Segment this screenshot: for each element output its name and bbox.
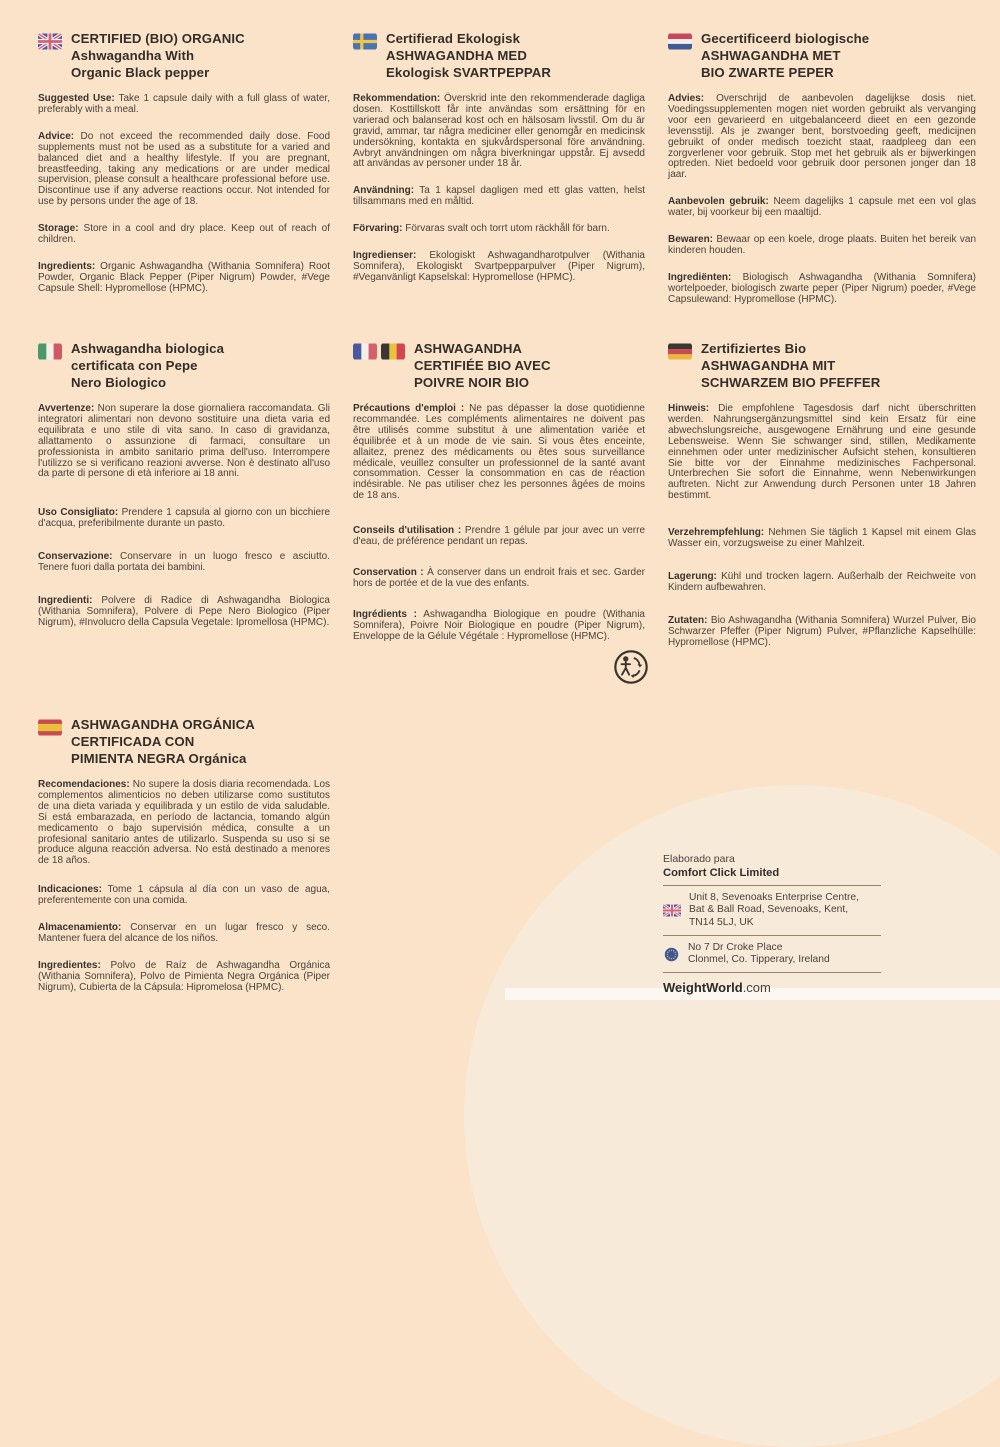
paragraph-label: Ingrédients : — [353, 608, 418, 620]
precautions-paragraph — [353, 404, 645, 502]
title-line: Gecertificeerd biologische — [701, 31, 870, 46]
sweden-flag-icon — [353, 33, 377, 50]
section-title — [701, 30, 869, 81]
usage-advice-paragraph — [353, 526, 645, 548]
section-english — [38, 30, 330, 311]
indications-paragraph — [38, 885, 330, 907]
title-line: ASHWAGANDHA — [414, 341, 523, 356]
paragraph-label: Bewaren: — [668, 234, 714, 246]
paragraph-label: Verzehrempfehlung: — [668, 527, 765, 539]
paragraph-label: Ingredienti: — [38, 594, 93, 606]
title-line: POIVRE NOIR BIO — [414, 375, 530, 390]
title-line: PIMIENTA NEGRA Orgánica — [71, 751, 247, 766]
paragraph-label: Conseils d'utilisation : — [353, 525, 462, 537]
storage-paragraph — [38, 552, 330, 574]
title-line: ASHWAGANDHA MIT — [701, 358, 836, 373]
suggested-use-paragraph — [38, 508, 330, 530]
company-info — [663, 853, 881, 995]
storage-paragraph — [353, 224, 645, 235]
paragraph-text: Non superare la dose giornaliera raccomandata. Gli integratori alimentari non devono sostituire una dieta varia ed equilibrata e uno stile di vita sano. In caso di gravidanza, allattamento o assunzione di farmaci, consultare un professionista in ambito sanitario prima dell'uso. Interrompere l'utilizzo se si verificano reazioni avverse. Non è destinato all'uso da parte di persone di età inferiore ai 18 anni. — [38, 403, 331, 480]
ingredients-paragraph — [38, 262, 330, 295]
brand-wordmark — [663, 973, 881, 995]
advice-paragraph — [38, 132, 330, 208]
paragraph-label: Advice: — [38, 130, 75, 142]
made-for-label: Elaborado para — [663, 853, 735, 865]
recommendations-paragraph — [38, 780, 330, 867]
ingredients-paragraph — [668, 616, 976, 649]
storage-paragraph — [38, 224, 330, 246]
paragraph-text: Överskrid inte den rekommenderade dagliga dosen. Kosttillskott får inte användas som ersättning för en varierad och balanserad kost och en hälsosam livsstil. Om du är gravid, ammar, tar några mediciner eller genomgår en medicinsk undersökning, kontakta en sjukvårdspersonal före användning. Avbryt användningen om några biverkningar uppstår. Ej avsedd att användas av personer under 18 år. — [353, 93, 645, 170]
section-title — [71, 30, 245, 81]
section-header — [668, 340, 976, 391]
paragraph-text: Tome 1 cápsula al día con un vaso de agua, preferentemente con una comida. — [38, 884, 330, 907]
paragraph-label: Avvertenze: — [38, 403, 95, 414]
consumption-paragraph — [668, 528, 976, 550]
section-title — [71, 340, 224, 391]
paragraph-label: Ingrediënten: — [668, 271, 732, 283]
paragraph-label: Indicaciones: — [38, 884, 102, 896]
title-line: Certifierad Ekologisk — [386, 31, 521, 46]
title-line: CERTIFICADA CON — [71, 734, 195, 749]
storage-paragraph — [668, 572, 976, 594]
title-line: Nero Biologico — [71, 375, 167, 390]
paragraph-text: Ta 1 kapsel dagligen med ett glas vatten, helst tillsammans med en måltid. — [353, 185, 645, 208]
uk-flag-icon — [38, 33, 62, 50]
title-line: Ashwagandha biologica — [71, 341, 225, 356]
paragraph-text: Take 1 capsule daily with a full glass of water, preferably with a meal. — [38, 93, 330, 115]
paragraph-text: Ne pas dépasser la dose quotidienne recommandée. Les compléments alimentaires ne doivent pas être utilisés comme substitut à une alimentation variée et équilibrée et à un mode de vie sain. Si vous êtes enceinte, allaitez, prenez des médicaments ou êtes sous surveillance médicale, veuillez consulter un professionnel de la santé avant consommation. Cesser la consommation en cas de réaction indésirable. Ne pas utiliser chez les personnes âgées de moins de 18 ans. — [353, 403, 645, 502]
paragraph-text: Polvere di Radice di Ashwagandha Biologica (Withania Somnifera), Polvere di Pepe Nero Biologico (Piper Nigrum), #Involucro della Capsula Vegetale: Ipromellosa (HPMC). — [38, 594, 330, 628]
paragraph-label: Ingredients: — [38, 260, 96, 272]
section-german — [668, 340, 976, 665]
paragraph-label: Zutaten: — [668, 614, 708, 626]
paragraph-label: Användning: — [353, 185, 415, 197]
ingredients-paragraph — [38, 596, 330, 629]
paragraph-label: Lagerung: — [668, 570, 717, 582]
netherlands-flag-icon — [668, 33, 692, 50]
suggested-use-paragraph — [38, 94, 330, 116]
notice-paragraph — [668, 404, 976, 502]
paragraph-text: Do not exceed the recommended daily dose. Food supplements must not be used as a substitute for a varied and balanced diet and a healthy lifestyle. If you are pregnant, breastfeeding, taking any medications or are under medical supervision, please consult a healthcare professional before use. Discontinue use if any adverse reactions occur. Not intended for use by persons under the age of 18. — [38, 130, 330, 208]
paragraph-text: Nehmen Sie täglich 1 Kapsel mit einem Glas Wasser ein, vorzugsweise zu einer Mahlzeit. — [668, 527, 977, 550]
section-italian — [38, 340, 330, 645]
paragraph-label: Storage: — [38, 223, 79, 235]
paragraph-text: Förvaras svalt och torrt utom räckhåll för barn. — [405, 223, 610, 235]
paragraph-text: Store in a cool and dry place. Keep out of reach of children. — [38, 223, 330, 246]
paragraph-label: Suggested Use: — [38, 93, 115, 104]
paragraph-label: Conservazione: — [38, 551, 113, 563]
uk-flag-icon — [663, 904, 681, 917]
paragraph-text: Overschrijd de aanbevolen dagelijkse dosis niet. Voedingssupplementen mogen niet worden gebruikt als vervanging voor een gevarieerd en uitgebalanceerd dieet en een gezonde levensstijl. Als je zwanger bent, borstvoeding geeft, medicijnen gebruikt of onder medisch toezicht staat, raadpleeg dan een zorgverlener voor gebruik. Stop met het gebruik als er bijwerkingen optreden. Niet bedoeld voor gebruik door personen jonger dan 18 jaar. — [668, 93, 977, 181]
paragraph-label: Ingredienser: — [353, 250, 417, 262]
recommendation-paragraph — [353, 94, 645, 170]
france-flag-icon — [353, 343, 377, 360]
usage-paragraph — [353, 186, 645, 208]
paragraph-label: Aanbevolen gebruik: — [668, 196, 769, 208]
section-header — [668, 30, 976, 81]
ingredients-paragraph — [353, 610, 645, 643]
storage-paragraph — [38, 923, 330, 945]
paragraph-label: Advies: — [668, 93, 705, 104]
paragraph-text: Ekologiskt Ashwagandharotpulver (Withania Somnifera), Ekologiskt Svartpepparpulver (Piper Nigrum), #Veganvänligt Kapselskal: Hypromellose (HPMC). — [353, 250, 645, 283]
uk-address — [663, 886, 881, 936]
paragraph-text: Prendre 1 gélule par jour avec un verre d'eau, de préférence pendant un repas. — [353, 525, 646, 548]
storage-paragraph — [353, 568, 645, 590]
storage-paragraph — [668, 235, 976, 257]
paragraph-text: À conserver dans un endroit frais et sec. Garder hors de portée et de la vue des enfants. — [353, 566, 646, 589]
paragraph-text: Conservare in un luogo fresco e asciutto. Tenere fuori dalla portata dei bambini. — [38, 551, 330, 574]
warnings-paragraph — [38, 404, 330, 480]
section-french — [353, 340, 645, 659]
title-line: certificata con Pepe — [71, 358, 198, 373]
brand-tld: .com — [742, 980, 771, 996]
title-line: Zertifiziertes Bio — [701, 341, 807, 356]
section-title — [71, 716, 255, 767]
advice-paragraph — [668, 94, 976, 181]
section-swedish — [353, 30, 645, 300]
ingredients-paragraph — [668, 273, 976, 306]
section-header — [38, 340, 330, 391]
address-line: TN14 5LJ, UK — [689, 916, 754, 928]
paragraph-text: No supere la dosis diaria recomendada. Los complementos alimenticios no deben utilizarse como sustitutos de una dieta variada y equilibrada y un estilo de vida saludable. Si está embarazada, en período de lactancia, tomando algún medicamento o bajo supervisión médica, consulte a un profesional sanitario antes de utilizarlo. Suspenda su uso si se produce alguna reacción adversa. No está destinado a menores de 18 años. — [38, 779, 330, 867]
paragraph-text: Bewaar op een koele, droge plaats. Buiten het bereik van kinderen houden. — [668, 234, 977, 256]
paragraph-label: Précautions d'emploi : — [353, 403, 465, 414]
paragraph-label: Almacenamiento: — [38, 922, 122, 934]
title-line: ASHWAGANDHA MET — [701, 48, 841, 63]
paragraph-label: Conservation : — [353, 566, 424, 578]
address-line: Unit 8, Sevenoaks Enterprise Centre, — [689, 892, 859, 903]
section-title — [701, 340, 880, 391]
recommended-use-paragraph — [668, 197, 976, 219]
paragraph-label: Förvaring: — [353, 223, 403, 235]
section-header — [38, 30, 330, 81]
title-line: SCHWARZEM BIO PFEFFER — [701, 375, 881, 390]
title-line: CERTIFIÉE BIO AVEC — [414, 358, 551, 373]
company-name: Comfort Click Limited — [663, 866, 881, 886]
section-title — [414, 340, 551, 391]
paragraph-label: Ingredientes: — [38, 959, 101, 971]
section-header — [38, 716, 330, 767]
ingredients-paragraph — [38, 961, 330, 994]
italy-flag-icon — [38, 343, 62, 360]
paragraph-label: Uso Consigliato: — [38, 507, 119, 519]
paragraph-text: Organic Ashwagandha (Withania Somnifera) Root Powder, Organic Black Pepper (Piper Nigrum) Powder, #Vege Capsule Shell: Hypromellose (HPMC). — [38, 260, 330, 294]
address-line: Clonmel, Co. Tipperary, Ireland — [688, 954, 830, 966]
title-line: Ashwagandha With — [71, 48, 195, 63]
title-line: ASHWAGANDHA ORGÁNICA — [71, 717, 255, 732]
ireland-address — [663, 936, 881, 974]
address-line: Bat & Ball Road, Sevenoaks, Kent, — [689, 904, 849, 916]
eu-flag-icon — [663, 946, 680, 963]
title-line: Ekologisk SVARTPEPPAR — [386, 65, 552, 80]
section-header — [353, 30, 645, 81]
title-line: CERTIFIED (BIO) ORGANIC — [71, 31, 245, 46]
paragraph-text: Ashwagandha Biologique en poudre (Withania Somnifera), Poivre Noir Biologique en poudre (Piper Nigrum), Enveloppe de la Gélule Végétale : Hypromellose (HPMC). — [353, 608, 645, 642]
paragraph-label: Rekommendation: — [353, 93, 441, 104]
paragraph-text: Neem dagelijks 1 capsule met een vol glas water, bij voorkeur bij een maaltijd. — [668, 196, 977, 219]
section-header — [353, 340, 645, 391]
germany-flag-icon — [668, 343, 692, 360]
section-title — [386, 30, 551, 81]
paragraph-text: Polvo de Raíz de Ashwagandha Orgánica (Withania Somnifera), Polvo de Pimienta Negra Orgánica (Piper Nigrum), Cubierta de la Cápsula: Hipromelosa (HPMC). — [38, 959, 331, 993]
ingredients-paragraph — [353, 251, 645, 284]
paragraph-label: Recomendaciones: — [38, 779, 130, 790]
title-line: BIO ZWARTE PEPER — [701, 65, 834, 80]
paragraph-text: Conservar en un lugar fresco y seco. Mantener fuera del alcance de los niños. — [38, 922, 330, 944]
section-spanish — [38, 716, 330, 1010]
title-line: Organic Black pepper — [71, 65, 210, 80]
paragraph-text: Die empfohlene Tagesdosis darf nicht überschritten werden. Nahrungsergänzungsmittel sind kein Ersatz für eine abwechslungsreiche, ausgewogene Ernährung und eine gesunde Lebensweise. Wenn Sie schwanger sind, stillen, Medikamente einnehmen oder unter medizinischer Aufsicht stehen, konsultieren Sie bitte vor der Einnahme medizinisches Fachpersonal. Unterbrechen Sie sofort die Einnahme, wenn Nebenwirkungen auftreten. Nicht zur Anwendung durch Personen unter 18 Jahren bestimmt. — [668, 403, 976, 502]
spain-flag-icon — [38, 719, 62, 736]
paragraph-text: Kühl und trocken lagern. Außerhalb der Reichweite von Kindern aufbewahren. — [668, 570, 976, 593]
title-line: ASHWAGANDHA MED — [386, 48, 527, 63]
address-line: No 7 Dr Croke Place — [688, 941, 783, 953]
triman-recycling-icon — [612, 648, 650, 686]
paragraph-text: Bio Ashwagandha (Withania Somnifera) Wurzel Pulver, Bio Schwarzer Pfeffer (Piper Nigrum) Pulver, #Pflanzliche Kapselhülle: Hypromellose (HPMC). — [668, 614, 976, 648]
paragraph-text: Biologisch Ashwagandha (Withania Somnifera) wortelpoeder, biologisch zwarte peper (Piper Nigrum) poeder, #Vege Capsulewand: Hypromellose (HPMC). — [668, 271, 977, 305]
belgium-flag-icon — [381, 343, 405, 360]
paragraph-text: Prendere 1 capsula al giorno con un bicchiere d'acqua, preferibilmente durante un pasto. — [38, 507, 331, 530]
paragraph-label: Hinweis: — [668, 403, 710, 414]
section-dutch — [668, 30, 976, 322]
brand-name: WeightWorld — [663, 980, 743, 996]
